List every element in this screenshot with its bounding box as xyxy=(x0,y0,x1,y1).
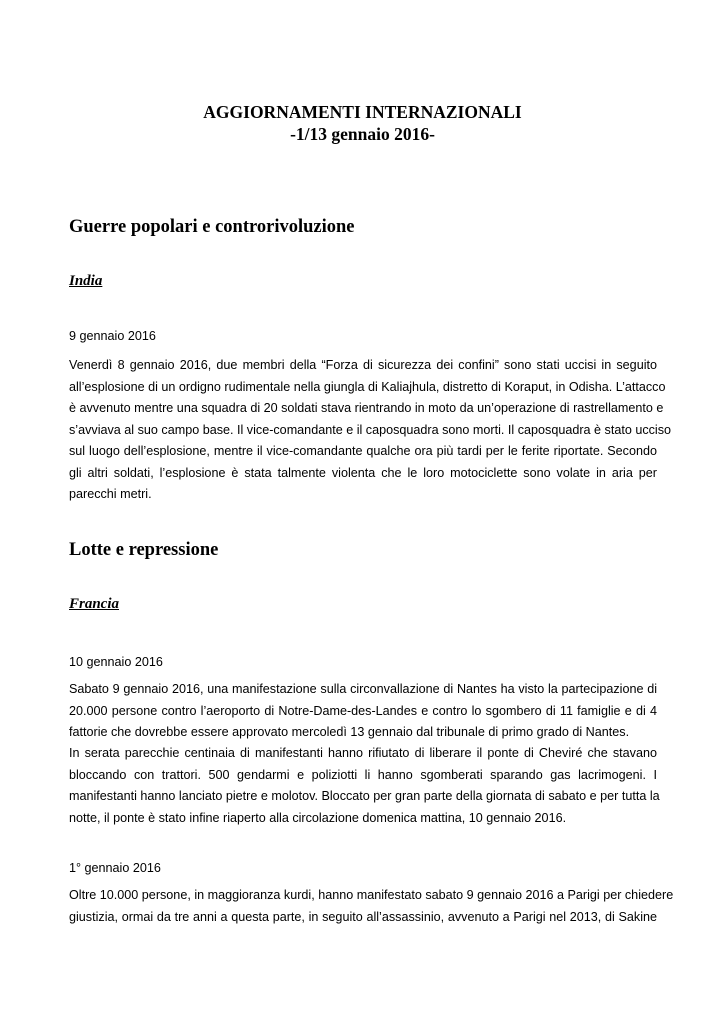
country-heading-francia: Francia xyxy=(69,596,120,612)
paragraph-line: all’esplosione di un ordigno rudimentale nella giungla di Kaliajhula, distretto di Koraput, in Odisha. L’attacco xyxy=(69,379,666,394)
paragraph-line: giustizia, ormai da tre anni a questa parte, in seguito all’assassinio, avvenuto a Parigi nel 2013, di Sakine xyxy=(69,909,657,924)
document-title-line-1: AGGIORNAMENTI INTERNAZIONALI xyxy=(203,102,522,122)
paragraph-line: notte, il ponte è stato infine riaperto alla circolazione domenica mattina, 10 gennaio 2016. xyxy=(69,810,567,825)
paragraph-line: bloccando con trattori. 500 gendarmi e poliziotti li hanno sgomberati sparando gas lacrimogeni. I xyxy=(69,767,657,782)
paragraph-line: sul luogo dell’esplosione, mentre il vice-comandante qualche ora più tardi per le ferite riportate. Secondo xyxy=(69,444,657,458)
section-heading-guerre-popolari: Guerre popolari e controrivoluzione xyxy=(69,217,355,237)
country-heading-india: India xyxy=(69,273,103,289)
entry-date: 1° gennaio 2016 xyxy=(69,861,161,875)
paragraph-line: Oltre 10.000 persone, in maggioranza kurdi, hanno manifestato sabato 9 gennaio 2016 a Parigi per chiedere xyxy=(69,888,674,902)
paragraph-line: In serata parecchie centinaia di manifestanti hanno rifiutato di liberare il ponte di Cheviré che stavano xyxy=(69,746,657,760)
paragraph-line: gli altri soldati, l’esplosione è stata talmente violenta che le loro motociclette sono volate in aria per xyxy=(69,465,657,480)
paragraph-line: è avvenuto mentre una squadra di 20 soldati stava rientrando in moto da un’operazione di rastrellamento e xyxy=(69,401,664,415)
paragraph-line: Sabato 9 gennaio 2016, una manifestazione sulla circonvallazione di Nantes ha visto la partecipazione di xyxy=(69,682,657,696)
paragraph-line: fattorie che dovrebbe essere approvato mercoledì 13 gennaio dal tribunale di primo grado di Nantes. xyxy=(69,725,630,739)
section-heading-lotte-repressione: Lotte e repressione xyxy=(69,540,219,560)
entry-date: 9 gennaio 2016 xyxy=(69,329,156,343)
paragraph-line: 20.000 persone contro l’aeroporto di Notre-Dame-des-Landes e contro lo sgombero di 11 famiglie e di 4 xyxy=(69,703,657,718)
document-title-line-2: -1/13 gennaio 2016- xyxy=(290,124,435,144)
entry-date: 10 gennaio 2016 xyxy=(69,655,163,669)
paragraph-line: Venerdì 8 gennaio 2016, due membri della “Forza di sicurezza dei confini” sono stati uccisi in seguito xyxy=(69,358,657,372)
entry-paragraph xyxy=(69,679,657,744)
paragraph-line: s’avviava al suo campo base. Il vice-comandante e il caposquadra sono morti. Il caposquadra è stato ucciso xyxy=(69,422,672,437)
paragraph-line: manifestanti hanno lanciato pietre e molotov. Bloccato per gran parte della giornata di sabato e per tutta la xyxy=(69,789,660,803)
entry-paragraph xyxy=(69,743,660,829)
entry-paragraph xyxy=(69,885,674,928)
entry-paragraph xyxy=(69,355,672,506)
paragraph-line: parecchi metri. xyxy=(69,487,152,501)
